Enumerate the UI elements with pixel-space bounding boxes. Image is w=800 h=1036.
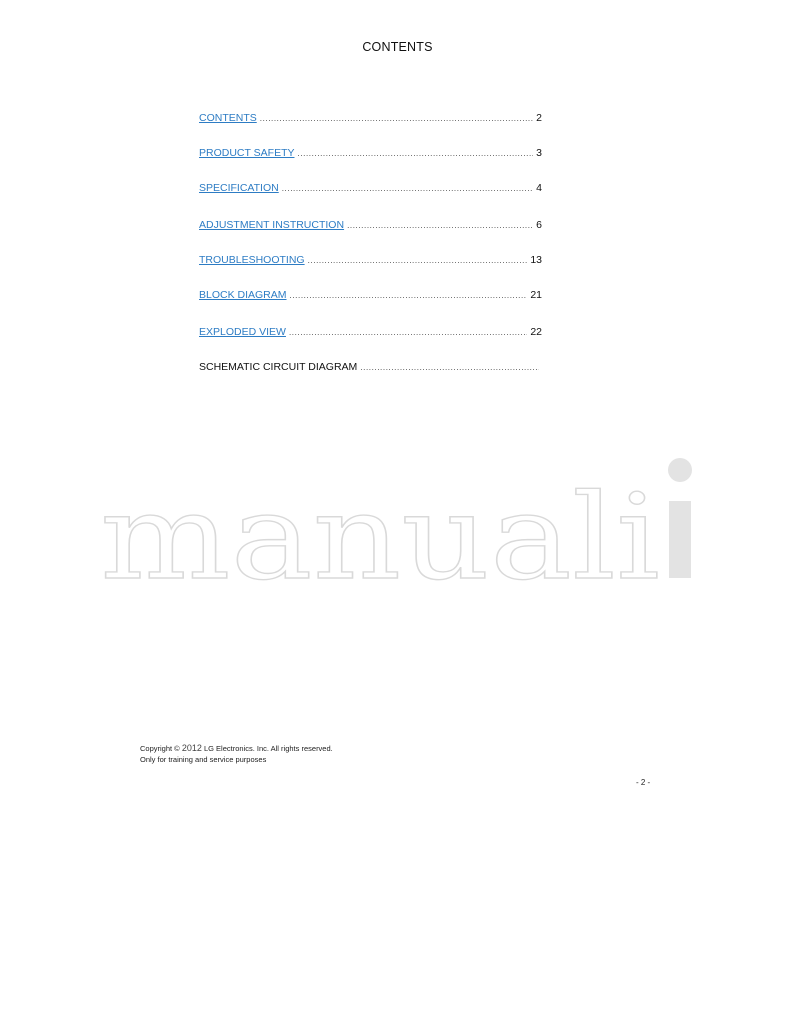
watermark-bar xyxy=(669,501,691,578)
toc-page-number: 21 xyxy=(530,289,542,301)
toc-entry-troubleshooting[interactable] xyxy=(199,254,542,268)
toc-entry-contents[interactable] xyxy=(199,112,542,126)
toc-link-specification[interactable]: SPECIFICATION xyxy=(199,182,279,194)
copyright-prefix: Copyright © xyxy=(140,744,180,753)
training-note: Only for training and service purposes xyxy=(140,754,267,764)
toc-page-number: 22 xyxy=(530,326,542,338)
toc-entry-exploded-view[interactable] xyxy=(199,326,542,340)
footer-copyright xyxy=(140,743,333,765)
toc-entry-product-safety[interactable] xyxy=(199,147,542,161)
toc-link-product-safety[interactable]: PRODUCT SAFETY xyxy=(199,147,295,159)
toc-entry-schematic-circuit-diagram xyxy=(199,361,542,375)
toc-page-number: 13 xyxy=(530,254,542,266)
toc-leader-dots xyxy=(282,184,533,193)
page-number: - 2 - xyxy=(636,778,651,787)
toc-leader-dots xyxy=(347,221,533,230)
toc-page-number: 4 xyxy=(536,182,542,194)
watermark-dot xyxy=(668,458,692,482)
toc-link-contents[interactable]: CONTENTS xyxy=(199,112,257,124)
toc-page-number: 3 xyxy=(536,147,542,159)
toc-entry-adjustment-instruction[interactable] xyxy=(199,219,542,233)
watermark-text: manuali xyxy=(100,468,660,585)
toc-leader-dots xyxy=(260,114,533,123)
watermark-logo xyxy=(100,455,700,585)
toc-page-number: 6 xyxy=(536,219,542,231)
page-title: CONTENTS xyxy=(362,40,433,54)
toc-leader-dots xyxy=(297,149,533,158)
toc-label-schematic-circuit-diagram: SCHEMATIC CIRCUIT DIAGRAM xyxy=(199,361,358,373)
toc-leader-dots xyxy=(308,256,528,265)
toc-link-adjustment-instruction[interactable]: ADJUSTMENT INSTRUCTION xyxy=(199,219,345,231)
toc-page-number: 2 xyxy=(536,112,542,124)
toc-entry-block-diagram[interactable] xyxy=(199,289,542,303)
toc-link-block-diagram[interactable]: BLOCK DIAGRAM xyxy=(199,289,287,301)
copyright-year: 2012 xyxy=(181,743,202,753)
copyright-suffix: LG Electronics. Inc. All rights reserved. xyxy=(203,744,333,753)
toc-leader-dots xyxy=(360,363,539,372)
toc-link-troubleshooting[interactable]: TROUBLESHOOTING xyxy=(199,254,305,266)
toc-entry-specification[interactable] xyxy=(199,182,542,196)
copyright-line xyxy=(140,743,333,755)
toc-leader-dots xyxy=(290,291,528,300)
toc-link-exploded-view[interactable]: EXPLODED VIEW xyxy=(199,326,286,338)
toc-leader-dots xyxy=(289,328,527,337)
